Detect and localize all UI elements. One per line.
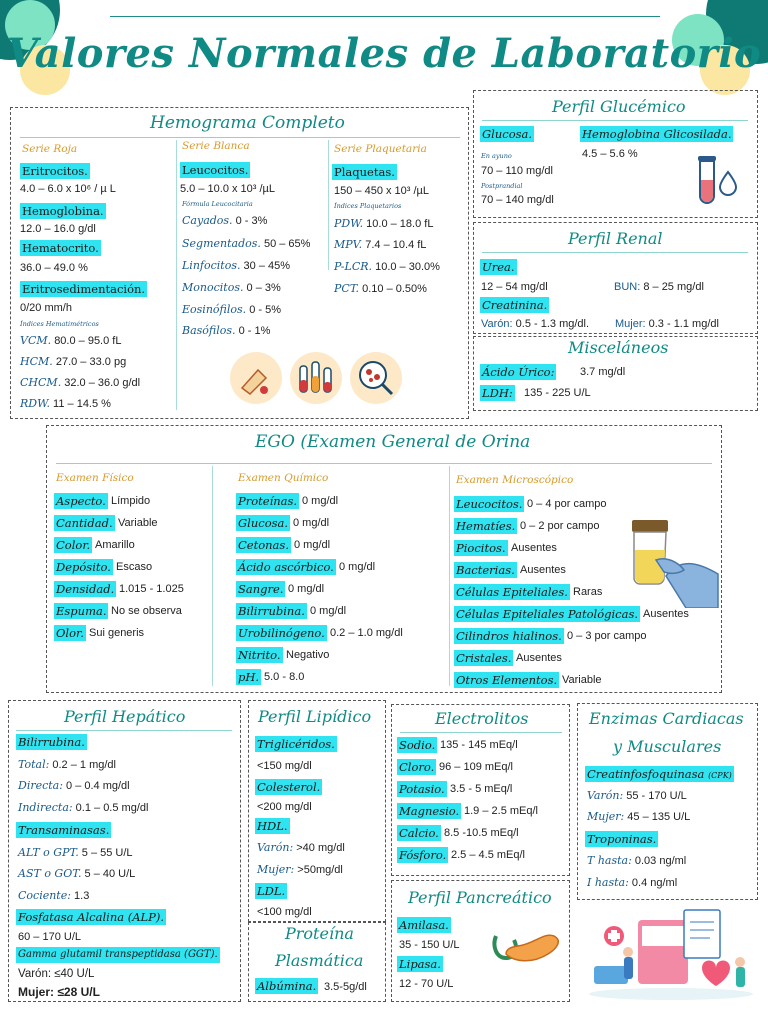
eritrosedimentacion-label: Eritrosedimentación. [22,282,146,296]
indices-plaquetarios-label: Índices Plaquetarios [334,202,402,210]
hdl-label: HDL. [257,819,288,833]
micro-row-label: Células Epiteliales Patológicas. [456,607,639,621]
renal-title: Perfil Renal [568,229,663,248]
bili-indirecta-row [18,800,148,816]
pct-label: PCT. [334,282,360,295]
creatinina-mujer-label: Mujer: [615,318,646,330]
indices-hematimetricos-label: Índices Hematimétricos [20,320,99,328]
troponina-i-row [587,875,677,891]
pct-row [334,281,427,297]
mpv-label: MPV. [334,238,363,251]
lipasa-label: Lipasa. [399,957,441,971]
troponina-i-label: I hasta: [587,876,629,889]
bili-indirecta-label: Indirecta: [18,801,73,814]
fisico-row-value: Amarillo [95,539,135,551]
cayados-label: Cayados. [182,214,233,227]
hematocrito-value: 36.0 – 49.0 % [20,262,88,274]
en-ayuno-value: 70 – 110 mg/dl [481,165,553,177]
pdw-label: PDW. [334,217,364,230]
fisico-row-label: Color. [56,538,91,552]
electro-row-value: 96 – 109 mEq/l [439,761,513,773]
bili-total-row [18,757,116,773]
cociente-value: 1.3 [74,890,90,902]
creatinina-mujer-value: 0.3 - 1.1 mg/dl [648,318,719,330]
mpv-row [334,237,426,253]
micro-row-value: 0 – 4 por campo [527,498,607,510]
bili-directa-value: 0 – 0.4 mg/dl [66,780,130,792]
fisico-row-label: Espuma. [56,604,107,618]
micro-row-label: Cristales. [456,651,512,665]
proteina-title-line2: Plasmática [275,951,364,970]
hemograma-underline [20,137,460,138]
eosinofilos-label: Eosinófilos. [182,303,247,316]
basofilos-value: 0 - 1% [238,325,271,337]
troponina-i-value: 0.4 ng/ml [631,877,678,889]
hdl-varon-value: >40 mg/dl [296,842,345,854]
micro-row-value: 0 – 3 por campo [567,630,647,642]
quimico-row-label: Proteínas. [238,494,298,508]
creatinina-varon-value: 0.5 - 1.3 mg/dl. [515,318,590,330]
segmentados-row [182,236,310,252]
electro-row-label: Magnesio. [399,804,460,818]
micro-row-value: Ausentes [643,608,689,620]
vcm-row [20,333,121,349]
micro-row-label: Piocitos. [456,541,506,555]
serie-roja-label: Serie Roja [22,143,78,155]
plaquetas-value: 150 – 450 x 10³ /µL [334,185,430,197]
micro-row-value: Ausentes [520,564,566,576]
hcm-value: 27.0 – 33.0 pg [55,356,127,368]
ego-title: EGO (Examen General de Orina [255,432,531,452]
glucemico-title: Perfil Glucémico [552,97,686,116]
divider [212,466,213,686]
alt-value: 5 – 55 U/L [81,847,133,859]
cpk-name: Creatinfosfoquinasa [587,767,705,781]
eosinofilos-value: 0 - 5% [249,304,282,316]
micro-row-value: Ausentes [511,542,557,554]
vcm-label: VCM. [20,334,52,347]
linfocitos-row [182,258,290,274]
hdl-mujer-row [257,862,343,878]
rdw-row [20,396,111,412]
enzimas-title-line2: y Musculares [613,737,722,756]
cpk-label [585,766,734,782]
plcr-value: 10.0 – 30.0% [375,261,440,273]
divider [449,466,450,686]
plcr-label: P-LCR. [334,260,373,273]
linfocitos-label: Linfocitos. [182,259,241,272]
pancreatico-title: Perfil Pancreático [408,888,552,907]
hba1c-label: Hemoglobina Glicosilada. [582,127,732,141]
renal-underline [482,252,748,253]
bun-value: 8 – 25 mg/dl [643,281,704,293]
hba1c-value: 4.5 – 5.6 % [582,148,638,160]
cpk-varon-value: 55 - 170 U/L [626,790,687,802]
albumina-value: 3.5-5g/dl [324,981,367,993]
ggt-mujer-value: Mujer: ≤28 U/L [18,985,100,999]
micro-row-label: Leucocitos. [456,497,523,511]
chcm-label: CHCM. [20,376,62,389]
eritrocitos-value: 4.0 – 6.0 x 10⁶ / µ L [20,183,116,195]
troponinas-label: Troponinas. [587,832,657,846]
quimico-row-label: Cetonas. [238,538,289,552]
hdl-varon-label: Varón: [257,841,294,854]
electro-row-label: Calcio. [399,826,439,840]
electrolitos-title: Electrolitos [435,709,529,728]
glucemico-underline [482,120,748,121]
fisico-row-label: Densidad. [56,582,115,596]
transaminasas-label: Transaminasas. [18,823,110,837]
fisico-row-value: Límpido [111,495,151,507]
hdl-mujer-value: >50mg/dl [297,864,343,876]
bili-directa-label: Directa: [18,779,63,792]
micro-row-value: Variable [562,674,602,686]
urea-label: Urea. [482,260,515,274]
lab-icons-illustration [228,350,406,406]
ast-value: 5 – 40 U/L [84,868,136,880]
trigliceridos-value: <150 mg/dl [257,760,312,772]
bili-directa-row [18,778,130,794]
chcm-value: 32.0 – 36.0 g/dl [64,377,141,389]
fisico-row-value: Variable [118,517,158,529]
divider [328,140,329,270]
alt-row [18,845,133,861]
quimico-row-label: Nitrito. [238,648,281,662]
hematocrito-label: Hematocrito. [22,241,99,255]
quimico-row-value: Negativo [286,649,330,661]
bili-total-label: Total: [18,758,50,771]
mpv-value: 7.4 – 10.4 fL [365,239,427,251]
en-ayuno-label: En ayuno [481,152,512,160]
postprandial-label: Postprandial [481,182,523,190]
creatinina-varon-label: Varón: [481,318,513,330]
electro-row-label: Sodio. [399,738,436,752]
electro-row-value: 3.5 - 5 mEq/l [450,783,513,795]
ldl-label: LDL. [257,884,286,898]
electro-row-value: 8.5 -10.5 mEq/l [444,827,519,839]
electro-row-value: 1.9 – 2.5 mEq/l [464,805,538,817]
electro-row-value: 2.5 – 4.5 mEq/l [451,849,525,861]
postprandial-value: 70 – 140 mg/dl [481,194,554,206]
plcr-row [334,259,440,275]
ldl-value: <100 mg/dl [257,906,312,918]
bun-row [614,279,704,295]
cociente-row [18,888,89,904]
monocitos-row [182,280,281,296]
creatinina-label: Creatinina. [482,298,548,312]
troponina-t-label: T hasta: [587,854,632,867]
top-rule [110,16,660,17]
urine-sample-hand-illustration [626,516,722,608]
ggt-label: Gamma glutamil transpeptidasa (GGT). [16,947,220,963]
urea-value: 12 – 54 mg/dl [481,281,548,293]
monocitos-value: 0 – 3% [246,282,281,294]
hemoglobina-value: 12.0 – 16.0 g/dl [20,223,96,235]
quimico-row-label: Bilirrubina. [238,604,305,618]
micro-row-label: Bacterias. [456,563,515,577]
proteina-title-line1: Proteína [285,924,354,943]
ldh-label: LDH: [482,386,513,400]
leucocitos-label: Leucocitos. [182,163,249,177]
pct-value: 0.10 – 0.50% [362,283,427,295]
micro-row-label: Cilindros hialinos. [456,629,562,643]
quimico-row-value: 0 mg/dl [294,539,331,551]
alt-label: ALT o GPT. [18,846,79,859]
micro-row-value: Ausentes [516,652,562,664]
cpk-mujer-row [587,809,690,825]
troponina-t-value: 0.03 ng/ml [634,855,687,867]
bili-indirecta-value: 0.1 – 0.5 mg/dl [75,802,149,814]
examen-fisico-label: Examen Físico [56,472,134,484]
enzimas-title-line1: Enzimas Cardiacas [589,709,744,728]
monocitos-label: Monocitos. [182,281,244,294]
pdw-row [334,216,433,232]
hcm-row [20,354,126,370]
micro-row-value: 0 – 2 por campo [520,520,600,532]
eosinofilos-row [182,302,281,318]
medical-team-illustration [584,906,758,1002]
acido-urico-value: 3.7 mg/dl [580,366,626,378]
creatinina-varon-row [481,316,589,332]
serie-plaquetaria-label: Serie Plaquetaria [334,143,427,155]
eritrocitos-label: Eritrocitos. [22,164,88,178]
formula-leucocitaria-label: Fórmula Leucocitaria [182,200,253,208]
plaquetas-label: Plaquetas. [334,165,395,179]
hepatico-underline [16,730,232,731]
quimico-row-label: Ácido ascórbico. [238,560,334,574]
bilirrubina-label: Bilirrubina. [18,735,85,749]
ast-label: AST o GOT. [18,867,82,880]
trigliceridos-label: Triglicéridos. [257,737,335,751]
ast-row [18,866,135,882]
hcm-label: HCM. [20,355,53,368]
acido-urico-label: Ácido Úrico: [482,365,555,379]
cociente-label: Cociente: [18,889,71,902]
rdw-label: RDW. [20,397,50,410]
hemoglobina-label: Hemoglobina. [22,204,104,218]
electro-row-label: Fósforo. [399,848,447,862]
vcm-value: 80.0 – 95.0 fL [54,335,122,347]
fisico-row-value: 1.015 - 1.025 [119,583,184,595]
electro-row-value: 135 - 145 mEq/l [440,739,518,751]
cpk-mujer-label: Mujer: [587,810,625,823]
quimico-row-value: 0 mg/dl [302,495,339,507]
fisico-row-value: Sui generis [89,627,145,639]
segmentados-value: 50 – 65% [263,238,311,250]
pancreas-icon [488,924,564,976]
ggt-varon-value: Varón: ≤40 U/L [18,968,95,980]
leucocitos-value: 5.0 – 10.0 x 10³ /µL [180,183,276,195]
page-title: Valores Normales de Laboratorio [6,30,762,77]
quimico-row-label: Sangre. [238,582,284,596]
micro-row-label: Células Epiteliales. [456,585,568,599]
hepatico-title: Perfil Hepático [64,707,186,726]
glucosa-label: Glucosa. [482,127,533,141]
quimico-row-label: pH. [238,670,260,684]
albumina-label: Albúmina. [257,979,317,993]
cpk-varon-label: Varón: [587,789,624,802]
fisico-row-label: Depósito. [56,560,111,574]
bun-label: BUN: [614,281,641,293]
examen-quimico-label: Examen Químico [238,472,329,484]
hemograma-title: Hemograma Completo [150,113,345,133]
serie-blanca-label: Serie Blanca [182,140,250,152]
linfocitos-value: 30 – 45% [243,260,291,272]
colesterol-label: Colesterol. [257,780,321,794]
cayados-row [182,213,267,229]
test-tube-drop-icon [690,150,740,208]
divider [176,140,177,410]
chcm-row [20,375,140,391]
basofilos-label: Basófilos. [182,324,236,337]
eritrosedimentacion-value: 0/20 mm/h [20,302,72,314]
pdw-value: 10.0 – 18.0 fL [366,218,434,230]
bili-total-value: 0.2 – 1 mg/dl [52,759,116,771]
fisico-row-label: Olor. [56,626,84,640]
cpk-mujer-value: 45 – 135 U/L [627,811,691,823]
quimico-row-label: Urobilinógeno. [238,626,325,640]
cpk-abbr: (CPK) [708,771,732,780]
cayados-value: 0 - 3% [235,215,268,227]
ego-underline [56,463,712,464]
ldh-value: 135 - 225 U/L [524,387,591,399]
fisico-row-value: Escaso [116,561,153,573]
electro-row-label: Cloro. [399,760,435,774]
segmentados-label: Segmentados. [182,237,261,250]
amilasa-value: 35 - 150 U/L [399,939,460,951]
electrolitos-underline [400,732,562,733]
fosfatasa-label: Fosfatasa Alcalina (ALP). [18,910,165,924]
quimico-row-value: 0 mg/dl [288,583,325,595]
creatinina-mujer-row [615,316,719,332]
amilasa-label: Amilasa. [399,918,449,932]
miscelaneos-title: Misceláneos [568,338,669,357]
troponina-t-row [587,853,686,869]
hdl-varon-row [257,840,345,856]
examen-microscopico-label: Examen Microscópico [456,474,574,486]
quimico-row-value: 0 mg/dl [293,517,330,529]
fisico-row-label: Cantidad. [56,516,113,530]
fisico-row-value: No se observa [111,605,182,617]
quimico-row-value: 0 mg/dl [339,561,376,573]
micro-row-label: Hematíes. [456,519,516,533]
lipidico-title: Perfil Lipídico [258,707,372,726]
cpk-varon-row [587,788,687,804]
fosfatasa-value: 60 – 170 U/L [18,931,81,943]
hdl-mujer-label: Mujer: [257,863,295,876]
colesterol-value: <200 mg/dl [257,801,312,813]
fisico-row-label: Aspecto. [56,494,106,508]
micro-row-value: Raras [573,586,603,598]
electro-row-label: Potasio. [399,782,445,796]
quimico-row-value: 5.0 - 8.0 [264,671,305,683]
micro-row-label: Otros Elementos. [456,673,558,687]
lipasa-value: 12 - 70 U/L [399,978,454,990]
quimico-row-value: 0 mg/dl [310,605,347,617]
quimico-row-value: 0.2 – 1.0 mg/dl [330,627,403,639]
basofilos-row [182,323,270,339]
quimico-row-label: Glucosa. [238,516,289,530]
rdw-value: 11 – 14.5 % [53,398,111,410]
